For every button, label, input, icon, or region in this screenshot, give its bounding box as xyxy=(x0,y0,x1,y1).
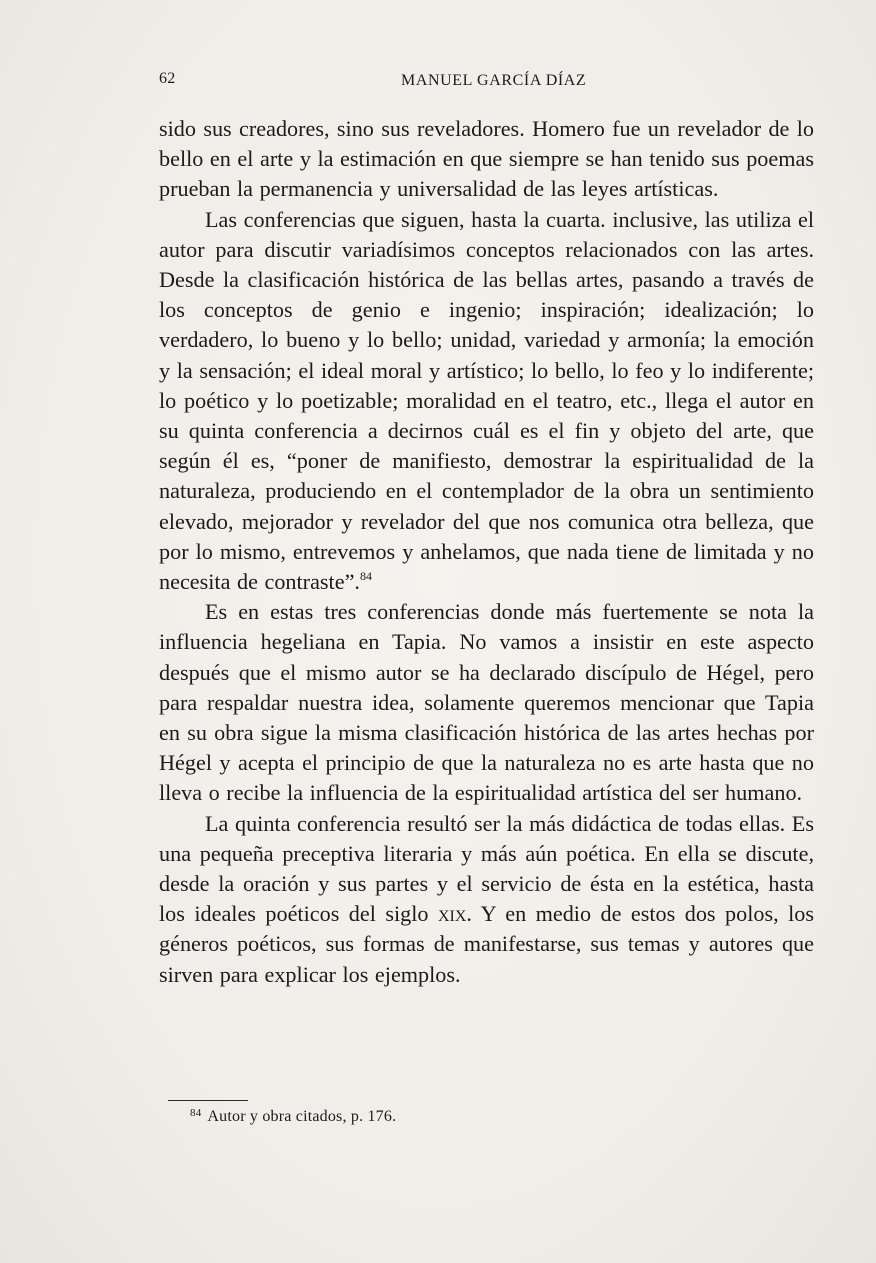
paragraph-4: La quinta conferencia resultó ser la más didáctica de todas ellas. Es una pequeña preceptiva literaria y más aún poética. En ella se discute, desde la oración y sus partes y el servicio de ésta en la estética, hasta los ideales poéticos del siglo xix. Y en medio de estos dos polos, los géneros poéticos, sus formas de manifestarse, sus temas y autores que sirven para explicar los ejemplos. xyxy=(159,810,814,987)
footnote xyxy=(190,1107,396,1126)
body-text xyxy=(159,114,814,990)
footnote-number: 84 xyxy=(190,1107,202,1119)
century-numeral: xix xyxy=(437,901,467,927)
paragraph-1: sido sus creadores, sino sus reveladores. Homero fue un revelador de lo bello en el arte y la estimación en que siempre se han tenido sus poemas prueban la permanencia y universalidad de las leyes artísticas. xyxy=(159,116,814,202)
footnote-divider xyxy=(168,1100,248,1101)
page-number: 62 xyxy=(159,70,176,87)
paragraph-3: Es en estas tres conferencias donde más fuertemente se nota la influencia hegeliana en Tapia. No vamos a insistir en este aspecto después que el mismo autor se ha declarado discípulo de Hégel, pero para respaldar nuestra idea, solamente queremos mencionar que Tapia en su obra sigue la misma clasificación histórica de las artes hechas por Hégel y acepta el principio de que la naturaleza no es arte hasta que no lleva o recibe la influencia de la espiritualidad artística del ser humano. xyxy=(159,599,814,806)
paragraph-2: Las conferencias que siguen, hasta la cuarta. inclusive, las utiliza el autor para discutir variadísimos conceptos relacionados con las artes. Desde la clasificación histórica de las bellas artes, pasando a través de los conceptos de genio e ingenio; inspiración; idealización; lo verdadero, lo bueno y lo bello; unidad, variedad y armonía; la emoción y la sensación; el ideal moral y artístico; lo bello, lo feo y lo indiferente; lo poético y lo poetizable; moralidad en el teatro, etc., llega el autor en su quinta conferencia a decirnos cuál es el fin y objeto del arte, que según él es, “poner de manifiesto, demostrar la espiritualidad de la naturaleza, produciendo en el contemplador de la obra un sentimiento elevado, mejorador y revelador del que nos comunica otra belleza, que por lo mismo, entrevemos y anhelamos, que nada tiene de limitada y no necesita de contraste”.$^{84}$ xyxy=(159,206,814,595)
footnote-reference[interactable]: 84 xyxy=(359,569,372,584)
running-head: MANUEL GARCÍA DÍAZ xyxy=(401,72,587,89)
page-header xyxy=(159,70,815,94)
footnote-text: Autor y obra citados, p. 176. xyxy=(207,1108,397,1125)
